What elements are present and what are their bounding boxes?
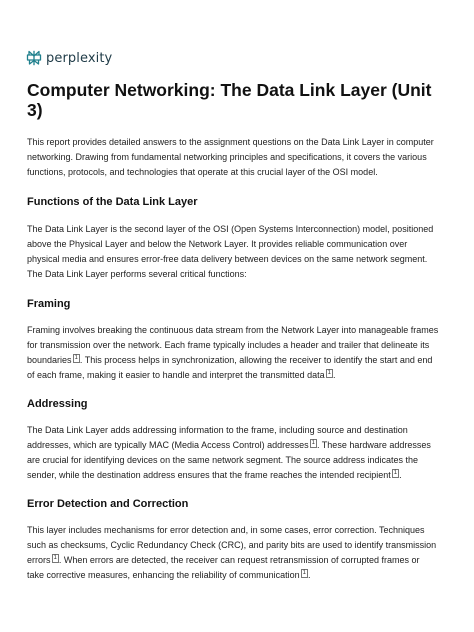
- section-paragraph-framing: [27, 323, 439, 383]
- citation-link[interactable]: 1: [302, 570, 306, 576]
- citation-link[interactable]: 1: [327, 370, 332, 376]
- section-paragraph-error-detection: [27, 523, 439, 583]
- section-heading-addressing: Addressing: [27, 398, 88, 410]
- citation-link[interactable]: 1: [53, 555, 57, 561]
- brand-logo: [26, 50, 112, 66]
- perplexity-logo-icon: [26, 50, 42, 66]
- citation-link[interactable]: 1: [393, 470, 398, 476]
- addressing-text-2: . These hardware addresses are crucial for identifying devices on the same network segment. The source address indicates the sender, while the destination address ensures that the frame reaches the intended recipient: [27, 440, 431, 480]
- addressing-text-1: The Data Link Layer adds addressing information to the frame, including source and destination addresses, which are typically MAC (Media Access Control) addresses: [27, 425, 408, 450]
- framing-text-2: . This process helps in synchronization, allowing the receiver to identify the start and end of each frame, making it easier to handle and interpret the transmitted data: [27, 355, 433, 380]
- section-paragraph-addressing: [27, 423, 439, 483]
- error-text-3: .: [307, 570, 311, 580]
- section-heading-framing: Framing: [27, 298, 71, 310]
- document-body: [27, 80, 439, 583]
- section-heading-functions: Functions of the Data Link Layer: [27, 196, 198, 208]
- citation-link[interactable]: 1: [311, 440, 315, 446]
- section-heading-error-detection: Error Detection and Correction: [27, 498, 189, 510]
- section-paragraph-functions: The Data Link Layer is the second layer of the OSI (Open Systems Interconnection) model, positioned above the Physical Layer and below the Network Layer. It provides reliable communication over physical media and ensures error-free data delivery between devices on the same network segment. The Data Link Layer performs several critical functions:: [27, 224, 434, 279]
- brand-logo-text: perplexity: [46, 50, 113, 66]
- framing-text-3: .: [333, 370, 336, 380]
- framing-text-1: Framing involves breaking the continuous data stream from the Network Layer into manageable frames for transmission over the network. Each frame typically includes a header and trailer that delineate its boundaries: [27, 325, 439, 365]
- error-text-2: . When errors are detected, the receiver can request retransmission of corrupted frames or take corrective measures, enhancing the reliability of communication: [27, 555, 420, 580]
- intro-paragraph: This report provides detailed answers to the assignment questions on the Data Link Layer in computer networking. Drawing from fundamental networking principles and specifications, it covers the various functions, protocols, and technologies that operate at this crucial layer of the OSI model.: [27, 137, 434, 177]
- document-title: Computer Networking: The Data Link Layer (Unit 3): [27, 80, 432, 120]
- error-text-1: This layer includes mechanisms for error detection and, in some cases, error correction. Techniques such as checksums, Cyclic Redundancy Check (CRC), and parity bits are used to identify transmission errors: [27, 525, 437, 565]
- addressing-text-3: .: [399, 470, 402, 480]
- citation-link[interactable]: 1: [74, 355, 78, 361]
